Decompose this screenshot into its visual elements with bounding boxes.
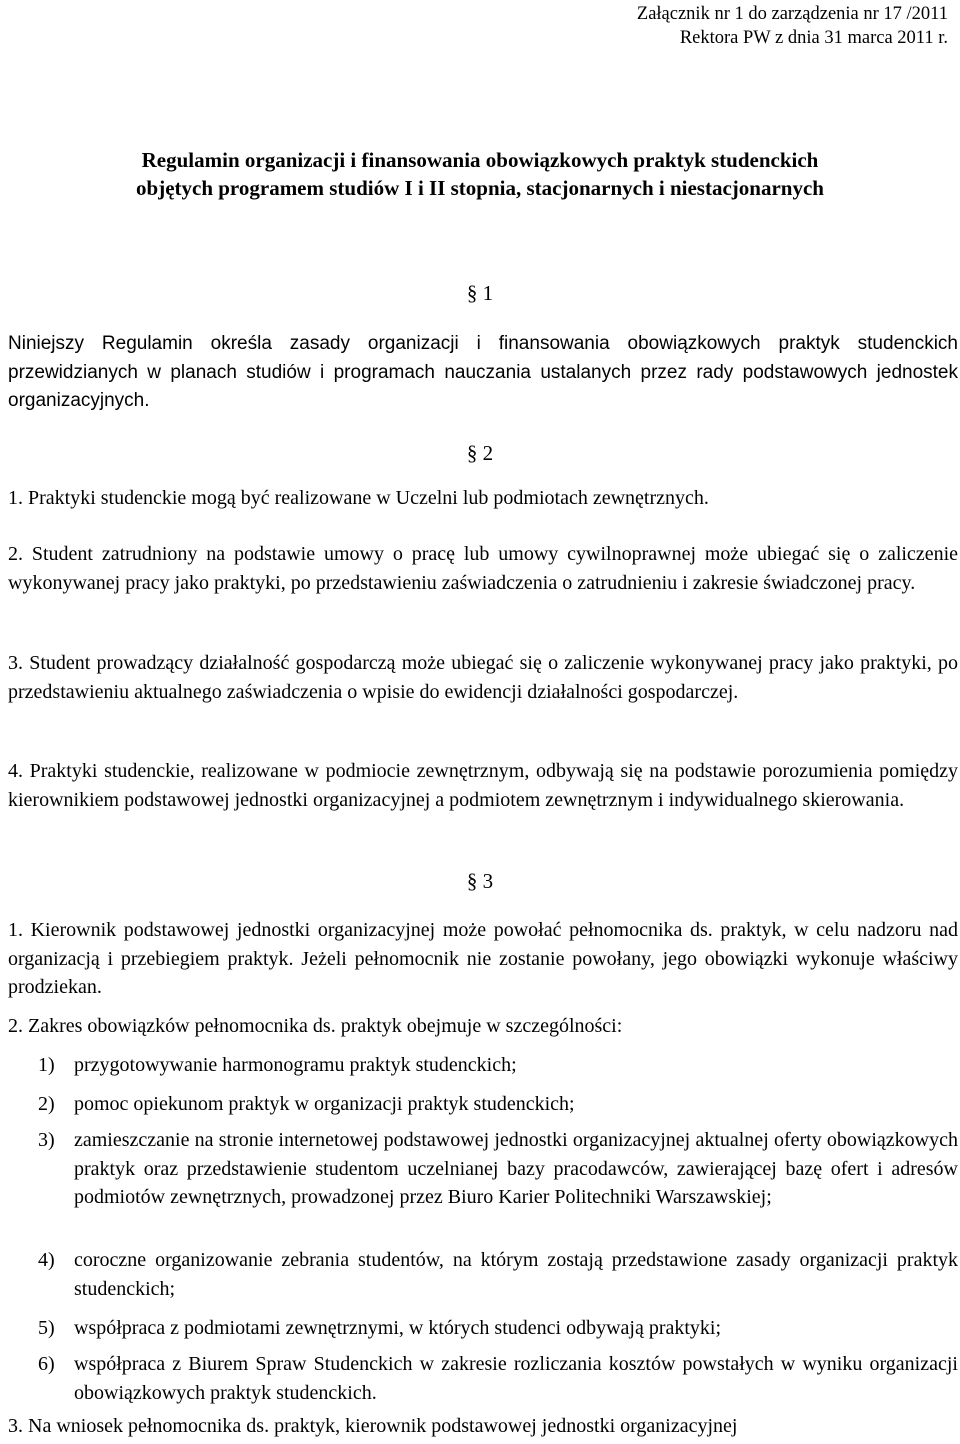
duty-item-2 — [8, 1090, 958, 1119]
attachment-note-line1: Załącznik nr 1 do zarządzenia nr 17 /2011 — [636, 4, 948, 24]
duty-number: 2) — [38, 1093, 55, 1115]
section-1-paragraph: Niniejszy Regulamin określa zasady organizacji i finansowania obowiązkowych praktyk studenckich przewidzianych w planach studiów i programach nauczania ustalanych przez rady podstawowych jednostek organizacyjnych. — [8, 333, 958, 411]
document-title-line2: objętych programem studiów I i II stopnia, stacjonarnych i niestacjonarnych — [136, 176, 824, 200]
duty-number: 6) — [38, 1353, 55, 1375]
section-3-point-2: 2. Zakres obowiązków pełnomocnika ds. praktyk obejmuje w szczególności: — [8, 1015, 623, 1037]
section-2-point-1: 1. Praktyki studenckie mogą być realizowane w Uczelni lub podmiotach zewnętrznych. — [8, 487, 709, 509]
attachment-note — [637, 2, 948, 50]
attachment-note-line2: Rektora PW z dnia 31 marca 2011 r. — [679, 28, 948, 48]
duty-item-5 — [8, 1314, 958, 1343]
document-title — [0, 146, 960, 202]
section-2-point-3: 3. Student prowadzący działalność gospodarczą może ubiegać się o zaliczenie wykonywanej pracy jako praktyki, po przedstawieniu aktualnego zaświadczenia o wpisie do ewidencji działalności gospodarczej. — [8, 652, 958, 703]
duty-item-1 — [8, 1051, 958, 1080]
duty-text: współpraca z Biurem Spraw Studenckich w zakresie rozliczania kosztów powstałych w wyniku organizacji obowiązkowych praktyk studenckich. — [74, 1353, 958, 1404]
section-1-heading: § 1 — [466, 281, 494, 305]
duty-text: coroczne organizowanie zebrania studentów, na którym zostają przedstawione zasady organizacji praktyk studenckich; — [74, 1249, 958, 1300]
duty-text: pomoc opiekunom praktyk w organizacji praktyk studenckich; — [74, 1093, 575, 1115]
duty-text: współpraca z podmiotami zewnętrznymi, w których studenci odbywają praktyki; — [74, 1317, 722, 1339]
section-2-heading: § 2 — [466, 441, 494, 465]
duty-number: 3) — [38, 1129, 55, 1151]
section-2-point-2: 2. Student zatrudniony na podstawie umowy o pracę lub umowy cywilnoprawnej może ubiegać się o zaliczenie wykonywanej pracy jako praktyki, po przedstawieniu zaświadczenia o zatrudnieniu i zakresie świadczonej pracy. — [8, 543, 958, 594]
duty-number: 1) — [38, 1054, 55, 1076]
duty-item-6 — [8, 1350, 958, 1407]
document-title-line1: Regulamin organizacji i finansowania obowiązkowych praktyk studenckich — [141, 148, 819, 172]
duty-number: 4) — [38, 1249, 55, 1271]
section-3-heading: § 3 — [466, 869, 494, 893]
section-3-point-1: 1. Kierownik podstawowej jednostki organizacyjnej może powołać pełnomocnika ds. praktyk, w celu nadzoru nad organizacją i przebiegiem praktyk. Jeżeli pełnomocnik nie zostanie powołany, jego obowiązki wykonuje właściwy prodziekan. — [8, 919, 958, 998]
duty-item-3 — [8, 1126, 958, 1212]
duty-number: 5) — [38, 1317, 55, 1339]
section-3-point-3: 3. Na wniosek pełnomocnika ds. praktyk, kierownik podstawowej jednostki organizacyjnej — [8, 1415, 738, 1437]
duty-text: zamieszczanie na stronie internetowej podstawowej jednostki organizacyjnej aktualnej oferty obowiązkowych praktyk oraz przedstawienie studentom uczelnianej bazy pracodawców, zawierającej bazę ofert i adresów podmiotów zewnętrznych, prowadzonej przez Biuro Karier Politechniki Warszawskiej; — [74, 1129, 958, 1208]
duty-text: przygotowywanie harmonogramu praktyk studenckich; — [74, 1054, 517, 1076]
section-2-point-4: 4. Praktyki studenckie, realizowane w podmiocie zewnętrznym, odbywają się na podstawie porozumienia pomiędzy kierownikiem podstawowej jednostki organizacyjnej a podmiotem zewnętrznym i indywidualnego skierowania. — [8, 760, 958, 811]
duty-item-4 — [8, 1246, 958, 1303]
